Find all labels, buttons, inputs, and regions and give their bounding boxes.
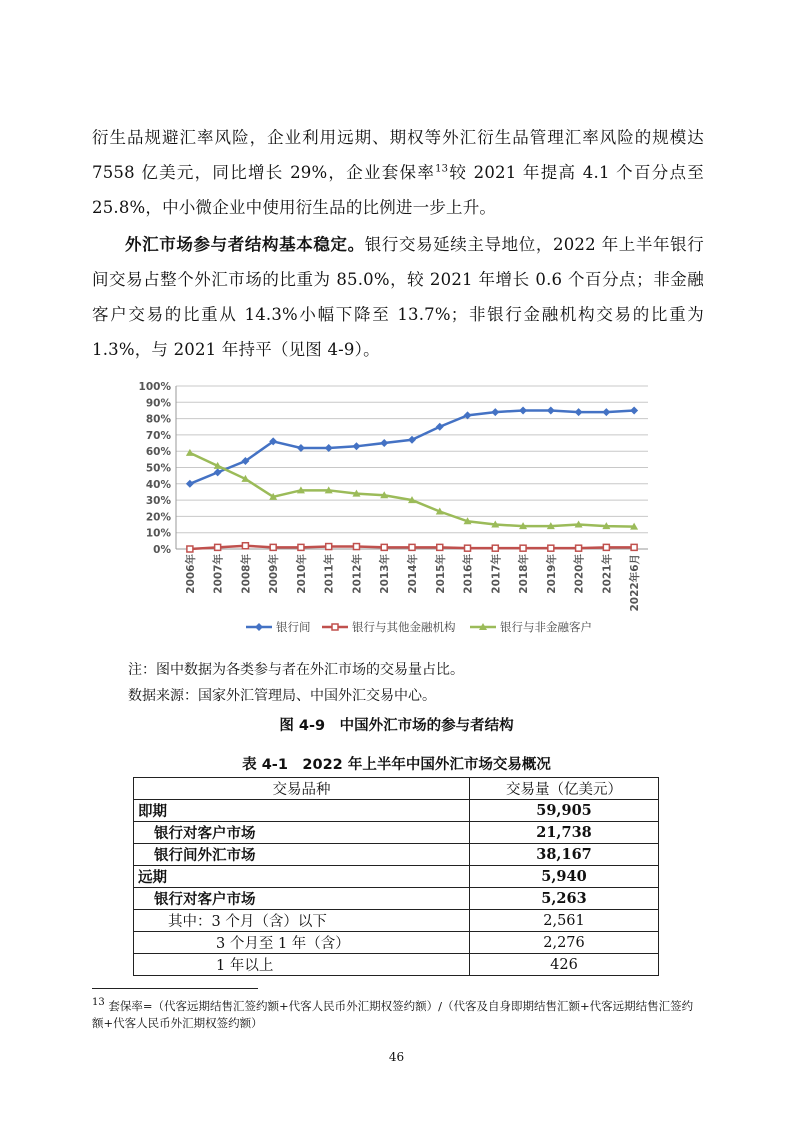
data-point — [437, 544, 443, 550]
data-point — [576, 545, 582, 551]
row-value: 21,738 — [470, 822, 659, 844]
legend-marker — [255, 623, 263, 631]
figure-caption: 图 4-9 中国外汇市场的参与者结构 — [279, 718, 514, 734]
data-point — [492, 545, 498, 551]
x-tick-label: 2020年 — [573, 554, 586, 594]
row-value: 5,940 — [470, 866, 659, 888]
data-point — [491, 408, 499, 416]
series-line-0 — [190, 410, 634, 483]
data-point — [186, 480, 194, 488]
y-tick-label: 40% — [145, 478, 171, 491]
row-value: 426 — [470, 954, 659, 976]
y-tick-label: 10% — [145, 527, 171, 540]
header-volume: 交易量（亿美元） — [470, 778, 659, 800]
footnote-13 — [92, 998, 704, 1032]
row-value: 2,561 — [470, 910, 659, 932]
row-name: 银行对客户市场 — [134, 822, 470, 844]
data-point — [602, 408, 610, 416]
data-point — [409, 544, 415, 550]
data-point — [326, 544, 332, 550]
x-tick-label: 2018年 — [518, 554, 531, 594]
table-header-row — [134, 778, 659, 800]
data-point — [465, 545, 471, 551]
data-point — [298, 544, 304, 550]
row-value: 5,263 — [470, 888, 659, 910]
data-point — [408, 436, 416, 444]
row-name: 即期 — [134, 800, 470, 822]
row-value: 38,167 — [470, 844, 659, 866]
y-tick-label: 20% — [145, 511, 171, 524]
row-name: 银行间外汇市场 — [134, 844, 470, 866]
table-row — [134, 954, 659, 976]
table-row — [134, 888, 659, 910]
y-tick-label: 50% — [145, 462, 171, 475]
row-name: 银行对客户市场 — [134, 888, 470, 910]
data-point — [381, 544, 387, 550]
y-tick-label: 90% — [145, 397, 171, 410]
data-point — [186, 449, 194, 456]
data-source-note: 数据来源：国家外汇管理局、中国外汇交易中心。 — [128, 688, 436, 704]
footnote-ref-13[interactable]: 13 — [435, 163, 449, 175]
legend-label: 银行间 — [276, 620, 311, 634]
paragraph-2-lead: 外汇市场参与者结构基本稳定。 — [125, 235, 365, 254]
data-point — [603, 544, 609, 550]
y-tick-label: 100% — [138, 381, 171, 393]
data-point — [630, 406, 638, 414]
table-row — [134, 910, 659, 932]
x-tick-label: 2006年 — [184, 554, 197, 594]
data-point — [519, 406, 527, 414]
x-tick-label: 2007年 — [212, 554, 225, 594]
data-point — [215, 544, 221, 550]
row-name: 远期 — [134, 866, 470, 888]
data-point — [187, 546, 193, 552]
line-chart-svg — [128, 376, 658, 638]
row-value: 59,905 — [470, 800, 659, 822]
data-point — [575, 408, 583, 416]
table-row — [134, 844, 659, 866]
data-point — [436, 423, 444, 431]
fx-transaction-table — [133, 777, 659, 976]
header-product: 交易品种 — [134, 778, 470, 800]
x-tick-label: 2016年 — [462, 554, 475, 594]
x-tick-label: 2017年 — [490, 554, 503, 594]
data-point — [631, 544, 637, 550]
x-tick-label: 2012年 — [351, 554, 364, 594]
footnote-text: 套保率=（代客远期结售汇签约额+代客人民币外汇期权签约额）/（代客及自身即期结售汇额+代客远期结售汇签约额+代客人民币外汇期权签约额） — [92, 999, 694, 1030]
x-tick-label: 2019年 — [545, 554, 558, 594]
paragraph-1 — [92, 120, 704, 225]
legend-label: 银行与非金融客户 — [500, 620, 592, 634]
y-tick-label: 0% — [153, 544, 171, 556]
table-row — [134, 822, 659, 844]
page-number: 46 — [388, 1050, 405, 1064]
data-point — [548, 545, 554, 551]
data-point — [270, 544, 276, 550]
row-value: 2,276 — [470, 932, 659, 954]
x-tick-label: 2013年 — [379, 554, 392, 594]
paragraph-1-text-a: 衍生品规避汇率风险，企业利用远期、期权等外汇衍生品管理汇率风险的规模达 7558 亿美元，同比增长 29%，企业套保率 — [92, 128, 704, 182]
paragraph-2-text: 银行交易延续主导地位，2022 年上半年银行间交易占整个外汇市场的比重为 85.0%，较 2021 年增长 0.6 个百分点；非金融客户交易的比重从 14.3%小幅下降至 13.7%；非银行金融机构交易的比重为 1.3%，与 2021 年持平（见图 4-9）。 — [92, 235, 704, 359]
footnote-number: 13 — [92, 997, 105, 1009]
paragraph-2 — [92, 227, 704, 367]
data-point — [352, 442, 360, 450]
x-tick-label: 2008年 — [240, 554, 253, 594]
x-tick-label: 2021年 — [601, 554, 614, 594]
y-tick-label: 60% — [145, 446, 171, 459]
table-row — [134, 932, 659, 954]
legend-marker — [332, 624, 338, 630]
data-point — [214, 468, 222, 476]
x-tick-label: 2011年 — [323, 554, 336, 594]
x-tick-label: 2009年 — [268, 554, 281, 594]
data-point — [353, 544, 359, 550]
x-tick-label: 2010年 — [295, 554, 308, 594]
table-caption: 表 4-1 2022 年上半年中国外汇市场交易概况 — [242, 757, 551, 773]
table-row — [134, 800, 659, 822]
data-point — [380, 439, 388, 447]
x-tick-label: 2014年 — [407, 554, 419, 594]
series-line-2 — [190, 453, 634, 527]
table-row — [134, 866, 659, 888]
row-name: 3 个月至 1 年（含） — [134, 932, 470, 954]
legend-label: 银行与其他金融机构 — [352, 620, 456, 634]
x-tick-label: 2022年6月 — [629, 554, 642, 612]
x-tick-label: 2015年 — [434, 554, 447, 594]
y-tick-label: 30% — [145, 495, 171, 508]
row-name: 1 年以上 — [134, 954, 470, 976]
footnote-divider — [92, 988, 258, 989]
y-tick-label: 80% — [145, 413, 171, 426]
data-point — [547, 406, 555, 414]
row-name: 其中：3 个月（含）以下 — [134, 910, 470, 932]
data-point — [520, 545, 526, 551]
y-tick-label: 70% — [145, 429, 171, 442]
participant-structure-chart — [128, 376, 658, 638]
data-point — [242, 543, 248, 549]
paragraph-1-text-b: 较 2021 年提高 4.1 个百分点至 25.8%，中小微企业中使用衍生品的比例进一步上升。 — [92, 163, 704, 217]
chart-note: 注：图中数据为各类参与者在外汇市场的交易量占比。 — [128, 662, 464, 678]
